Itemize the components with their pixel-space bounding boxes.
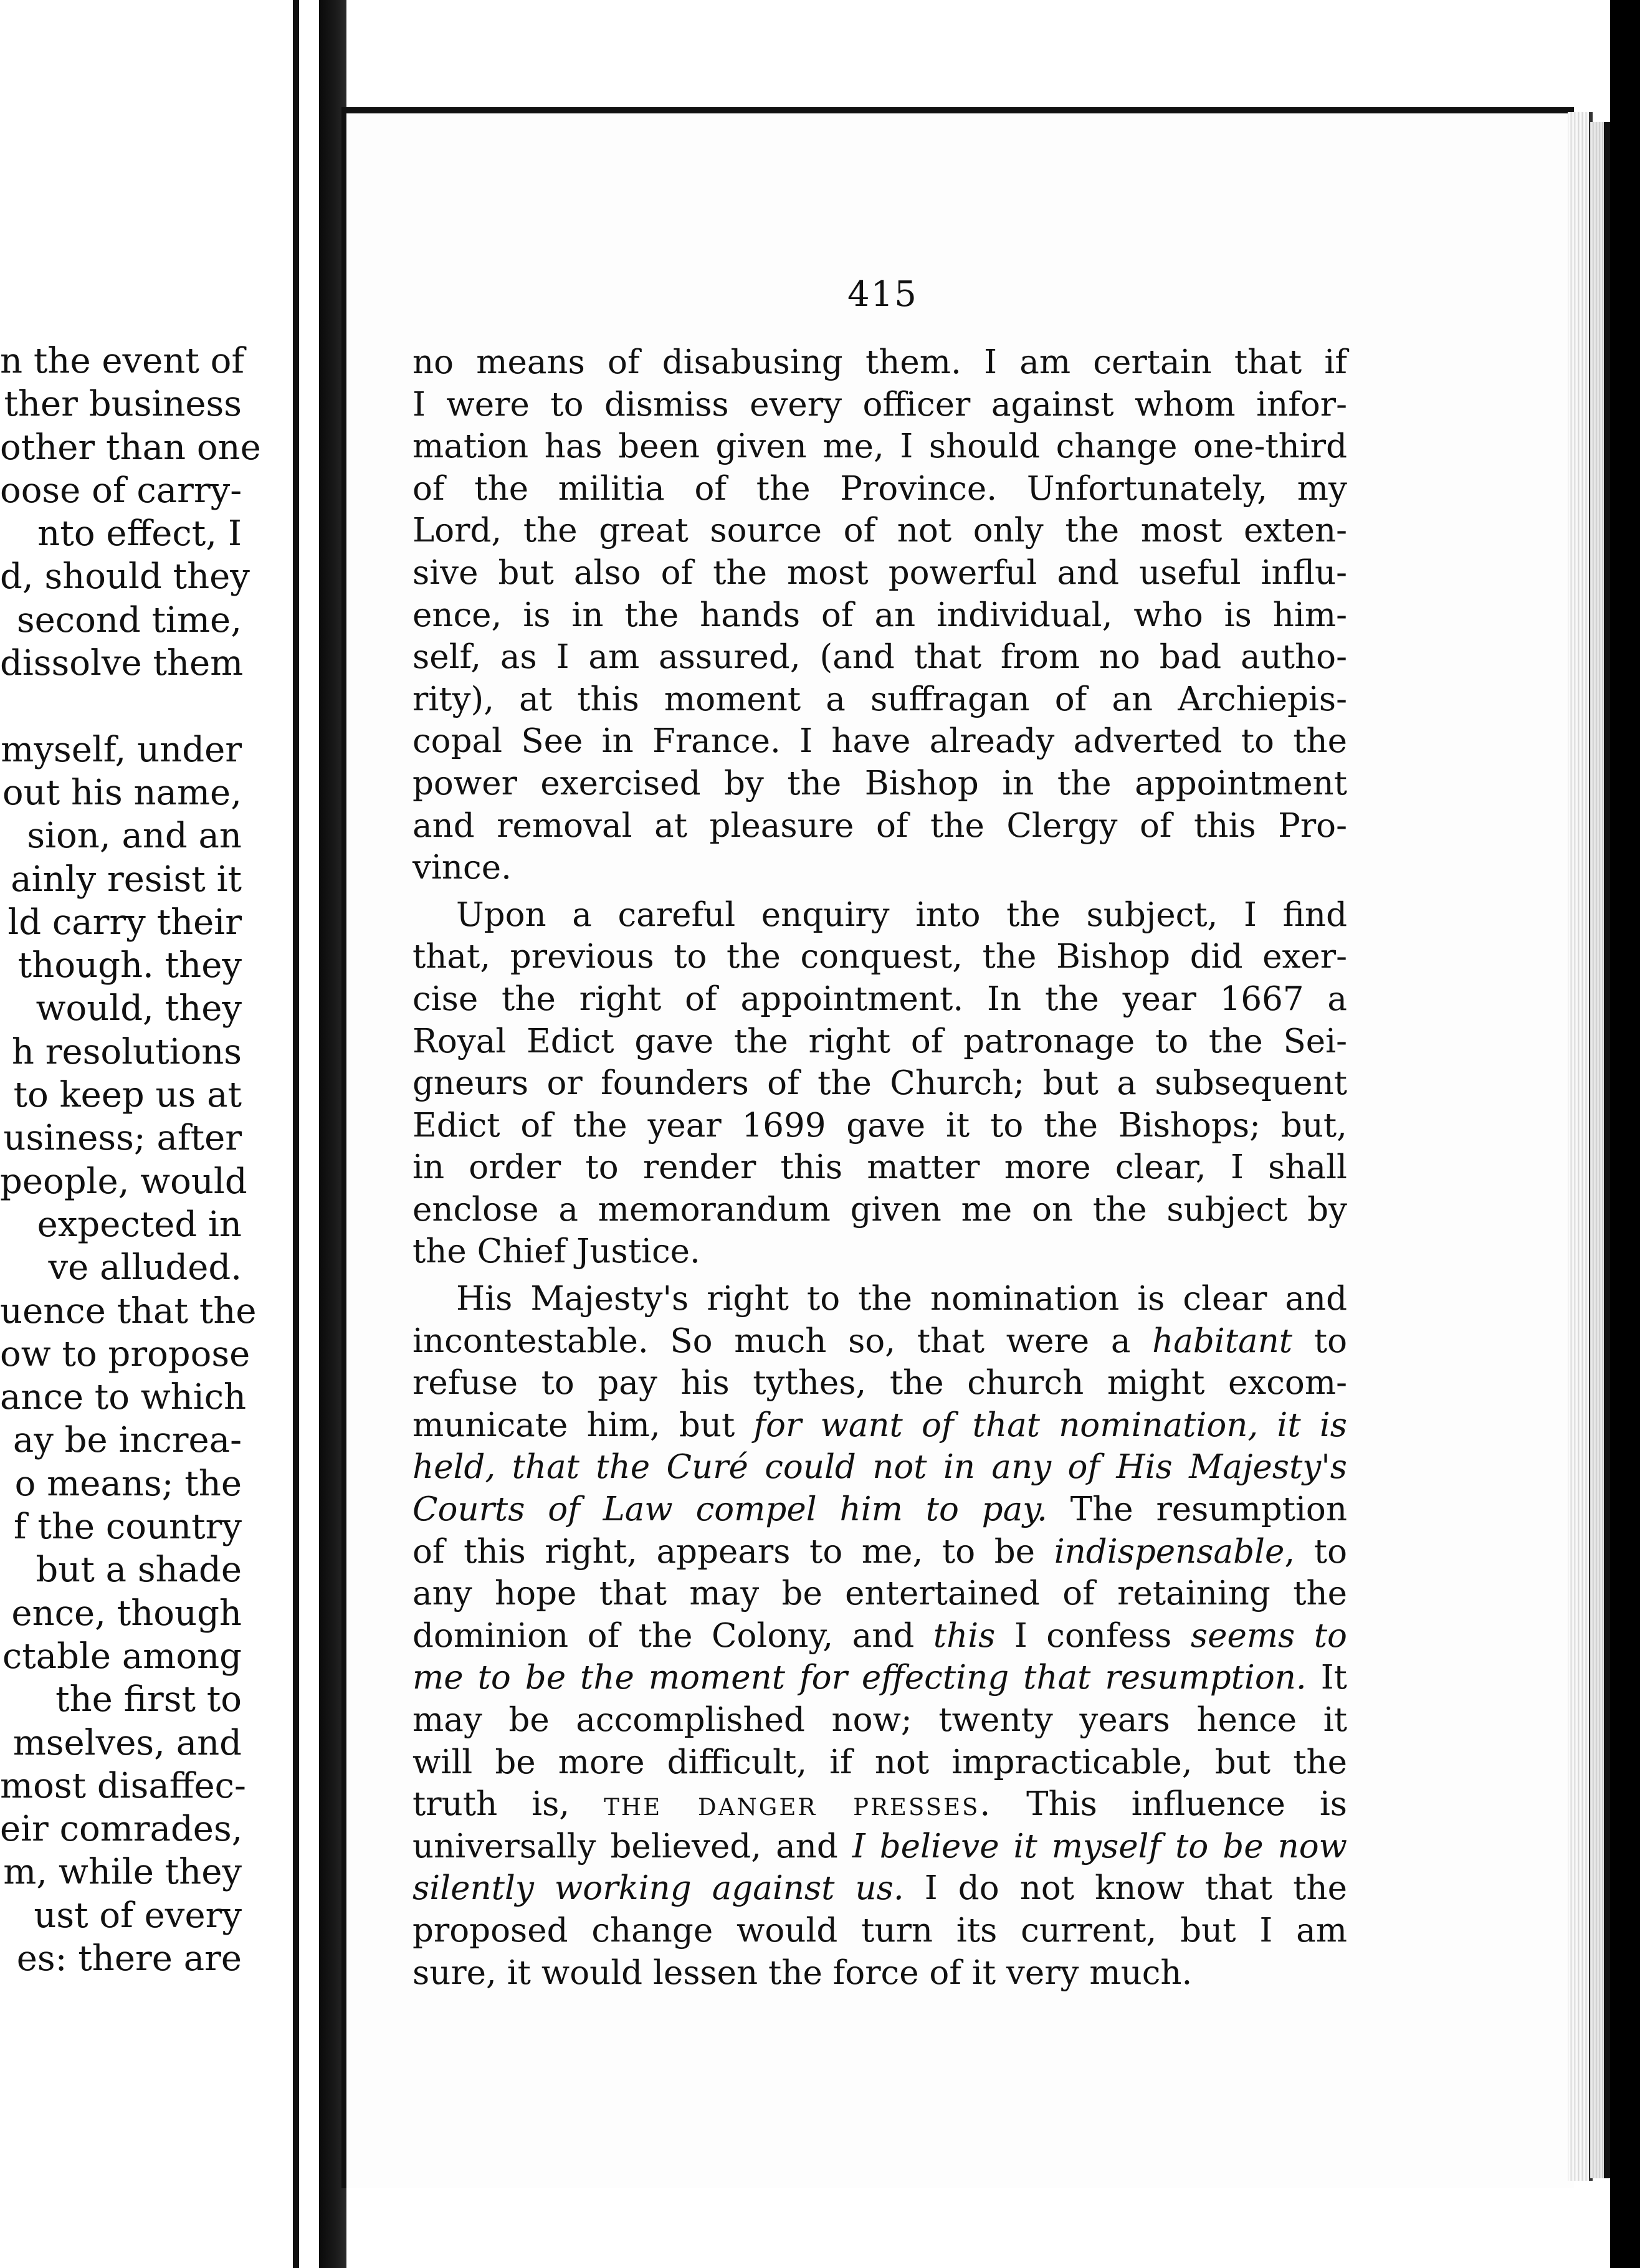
- paragraph-start-line: His Majesty's right to the nomination is clear and: [456, 1280, 1347, 1318]
- left-line: other than one: [0, 427, 261, 468]
- left-line: h resolutions: [11, 1031, 242, 1072]
- book-gutter-line: [293, 0, 299, 2268]
- text-line: [412, 1320, 1347, 1363]
- text-run: The resumption: [1070, 1490, 1347, 1529]
- left-line: ld carry their: [7, 902, 242, 943]
- text-line: vince.: [412, 849, 512, 887]
- left-line: ence, though: [11, 1593, 242, 1634]
- left-line: ve alluded.: [48, 1247, 242, 1289]
- text-line: the Chief Justice.: [412, 1232, 700, 1271]
- left-line: sion, and an: [27, 816, 242, 857]
- text-line: [412, 1531, 1347, 1573]
- text-line: Lord, the great source of not only the most exten-: [412, 512, 1347, 550]
- italic-run: this: [933, 1616, 996, 1655]
- left-line: the first to: [55, 1679, 242, 1720]
- text-line: may be accomplished now; twenty years hence it: [412, 1701, 1347, 1739]
- left-line: ther business: [4, 384, 242, 425]
- text-line: self, as I am assured, (and that from no bad autho-: [412, 638, 1347, 677]
- left-line: ust of every: [34, 1895, 242, 1936]
- text-line: [412, 1404, 1347, 1447]
- italic-run: me to be the moment for effecting that resumption.: [412, 1659, 1307, 1697]
- left-line-blank: [0, 685, 242, 728]
- left-line: mselves, and: [12, 1722, 242, 1763]
- left-line: es: there are: [16, 1938, 242, 1979]
- text-line: ence, is in the hands of an individual, who is him-: [412, 596, 1347, 634]
- text-line: that, previous to the conquest, the Bishop did exer-: [412, 938, 1347, 976]
- left-line: eir comrades,: [0, 1809, 243, 1850]
- italic-run: silently working against us.: [412, 1869, 904, 1908]
- text-line: gneurs or founders of the Church; but a subsequent: [412, 1064, 1347, 1103]
- left-line: ctable among: [2, 1636, 242, 1677]
- left-line: people, would: [0, 1161, 247, 1202]
- italic-line: held, that the Curé could not in any of His Majesty's: [412, 1448, 1347, 1487]
- text-line: power exercised by the Bishop in the appointment: [412, 764, 1347, 803]
- page-number: 415: [847, 274, 918, 315]
- left-line: myself, under: [1, 729, 242, 770]
- text-line: enclose a memorandum given me on the subject by: [412, 1190, 1347, 1229]
- left-line: ainly resist it: [11, 859, 242, 900]
- italic-run: I believe it myself to be now: [852, 1827, 1347, 1865]
- text-run: to: [1313, 1322, 1347, 1360]
- text-line: [412, 1783, 1347, 1826]
- left-line: nto effect, I: [37, 513, 242, 555]
- left-page-text: [0, 340, 293, 1980]
- text-line: will be more difficult, if not impracticable, but the: [412, 1743, 1347, 1781]
- text-line: copal See in France. I have already adverted to the: [412, 722, 1347, 761]
- page-edges-outer: [1590, 122, 1610, 2178]
- text-line: sure, it would lessen the force of it very much.: [412, 1953, 1193, 1992]
- text-line: sive but also of the most powerful and useful influ-: [412, 553, 1347, 592]
- text-run: This influence is: [1026, 1785, 1347, 1824]
- scan-border-right: [1610, 0, 1640, 2268]
- text-line: of the militia of the Province. Unfortunately, my: [412, 469, 1347, 508]
- text-line: rity), at this moment a suffragan of an Archiepis-: [412, 680, 1347, 718]
- left-line: o means; the: [14, 1463, 242, 1504]
- left-line: expected in: [37, 1204, 242, 1245]
- text-line: cise the right of appointment. In the year 1667 a: [412, 979, 1347, 1018]
- text-run: of this right, appears to me, to be: [412, 1532, 1036, 1571]
- text-run: universally believed, and: [412, 1827, 838, 1865]
- left-line: uence that the: [0, 1290, 257, 1332]
- text-line: mation has been given me, I should change one-third: [412, 427, 1347, 466]
- left-line: d, should they: [0, 556, 250, 598]
- left-line: ay be increa-: [12, 1420, 242, 1461]
- left-line: though. they: [17, 945, 242, 986]
- italic-run: for want of that nomination, it is: [753, 1406, 1347, 1444]
- text-run: I confess: [1014, 1616, 1172, 1655]
- left-line: most disaffec-: [0, 1765, 246, 1806]
- italic-run: habitant: [1152, 1322, 1293, 1360]
- left-line: usiness; after: [3, 1118, 242, 1159]
- text-run: municate him, but: [412, 1406, 735, 1444]
- left-line: n the event of: [0, 341, 245, 381]
- left-line: but a shade: [36, 1550, 242, 1591]
- text-run: incontestable. So much so, that were a: [412, 1322, 1131, 1360]
- italic-run: seems to: [1190, 1616, 1347, 1655]
- text-line: any hope that may be entertained of retaining the: [412, 1575, 1347, 1613]
- text-line: I were to dismiss every officer against whom infor-: [412, 385, 1347, 424]
- text-line: and removal at pleasure of the Clergy of this Pro-: [412, 806, 1347, 845]
- text-line: [412, 1489, 1347, 1531]
- italic-run: Courts of Law compel him to pay.: [412, 1490, 1047, 1529]
- text-run: dominion of the Colony, and: [412, 1616, 915, 1655]
- text-line: no means of disabusing them. I am certain that if: [412, 343, 1347, 381]
- text-line: refuse to pay his tythes, the church might excom-: [412, 1364, 1347, 1403]
- text-run: truth is,: [412, 1785, 570, 1824]
- left-line: would, they: [36, 988, 242, 1029]
- left-line: ow to propose: [0, 1333, 250, 1375]
- left-line: m, while they: [3, 1852, 242, 1893]
- page-edges: [1568, 112, 1593, 2181]
- left-line: oose of carry-: [0, 470, 242, 511]
- text-line: [412, 1657, 1347, 1699]
- text-run: I do not know that the: [924, 1869, 1347, 1908]
- text-line: Edict of the year 1699 gave it to the Bishops; but,: [412, 1106, 1347, 1145]
- text-line: [412, 1867, 1347, 1910]
- paragraph-start-line: Upon a careful enquiry into the subject, I find: [456, 895, 1347, 934]
- text-run: It: [1320, 1659, 1347, 1697]
- left-line: f the country: [13, 1507, 242, 1548]
- main-text-block: [412, 341, 1347, 1994]
- small-caps-run: the danger presses.: [604, 1785, 993, 1824]
- italic-run: indispensable: [1054, 1532, 1285, 1571]
- left-line: dissolve them: [0, 643, 244, 684]
- text-line: in order to render this matter more clear, I shall: [412, 1148, 1347, 1187]
- text-line: [412, 1615, 1347, 1657]
- left-line: to keep us at: [13, 1075, 242, 1116]
- text-run: , to: [1284, 1532, 1348, 1571]
- left-line: second time,: [16, 599, 242, 641]
- text-line: [412, 1826, 1347, 1868]
- left-line: out his name,: [2, 772, 242, 813]
- text-line: Royal Edict gave the right of patronage to the Sei-: [412, 1022, 1347, 1060]
- left-line: ance to which: [0, 1377, 247, 1418]
- text-line: proposed change would turn its current, but I am: [412, 1911, 1347, 1950]
